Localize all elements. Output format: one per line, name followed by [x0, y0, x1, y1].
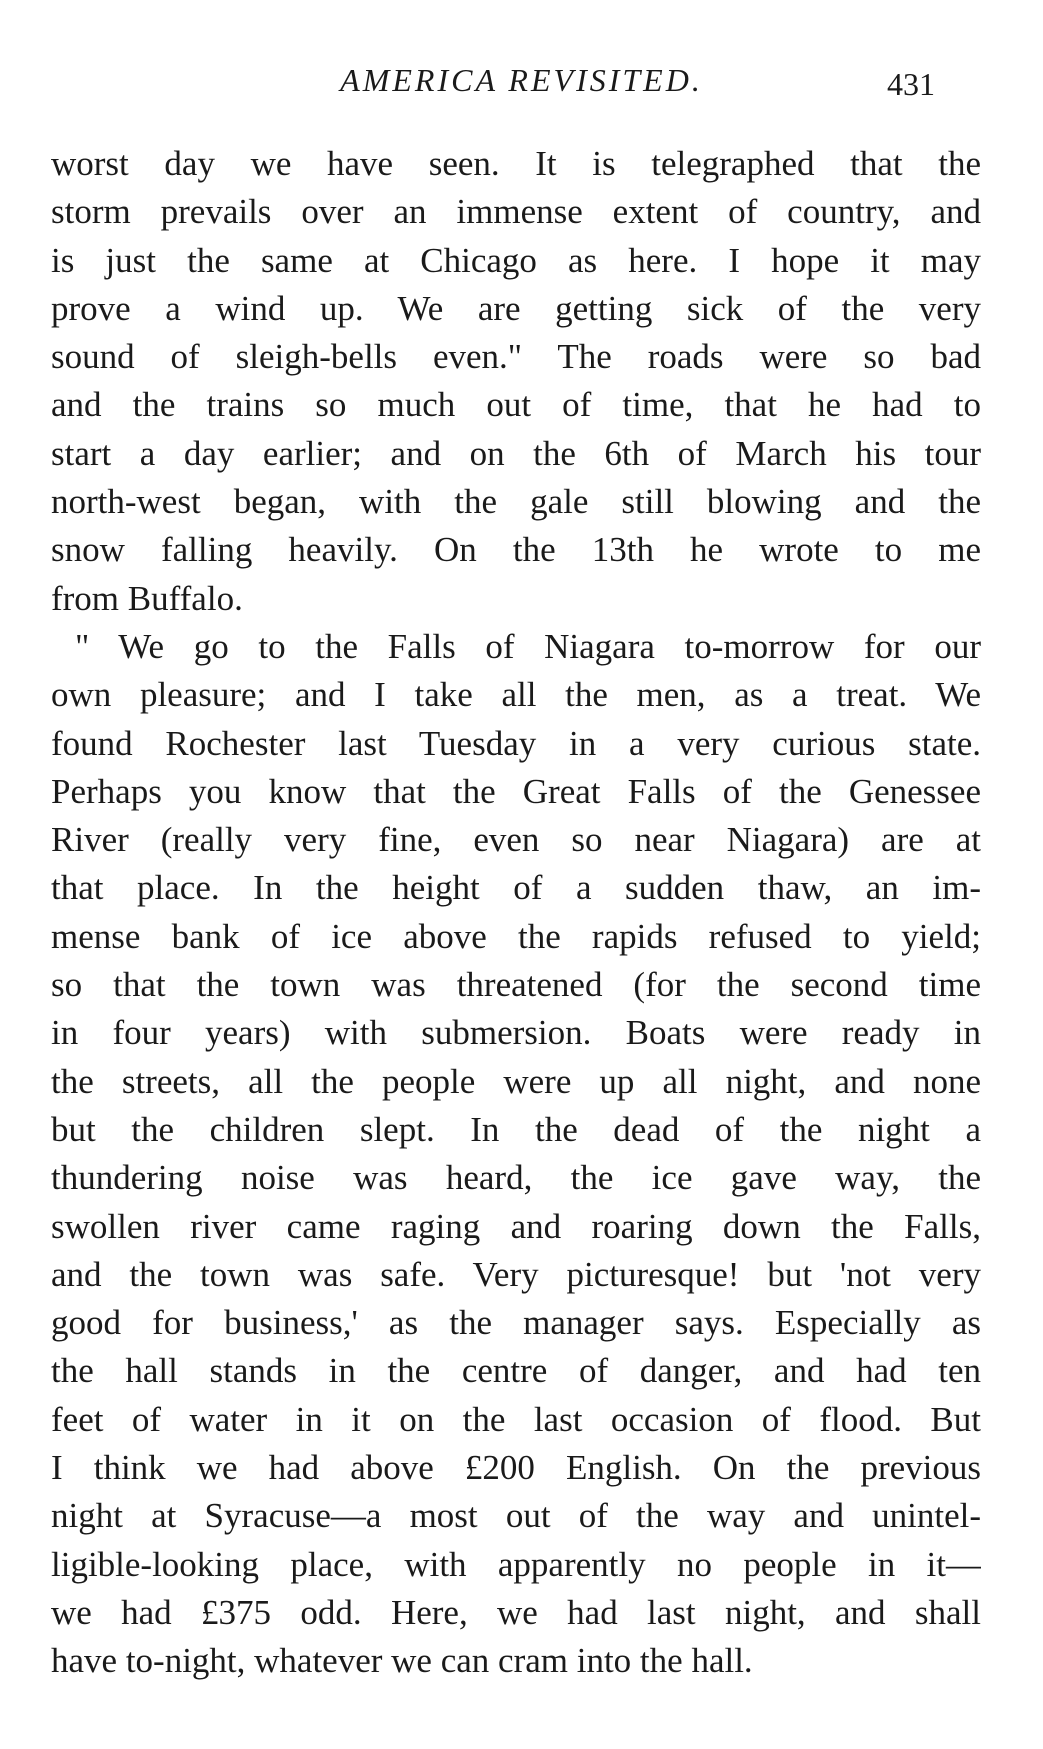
text-line: found Rochester last Tuesday in a very curious state.: [51, 723, 981, 763]
text-line: and the trains so much out of time, that he had to: [51, 385, 981, 425]
text-line: swollen river came raging and roaring down the Falls,: [51, 1206, 981, 1246]
body-text: [51, 140, 981, 1686]
text-line: the streets, all the people were up all night, and none: [51, 1061, 981, 1101]
text-line: in four years) with submersion. Boats were ready in: [51, 1013, 981, 1053]
text-line: from Buffalo.: [51, 578, 243, 618]
text-line: is just the same at Chicago as here. I hope it may: [51, 240, 981, 280]
text-line: have to-night, whatever we can cram into the hall.: [51, 1641, 753, 1681]
text-line: but the children slept. In the dead of the night a: [51, 1109, 981, 1149]
page-number: 431: [887, 66, 935, 102]
text-line: the hall stands in the centre of danger, and had ten: [51, 1351, 981, 1391]
text-line: start a day earlier; and on the 6th of March his tour: [51, 433, 981, 473]
text-line: snow falling heavily. On the 13th he wrote to me: [51, 530, 981, 570]
text-line: thundering noise was heard, the ice gave way, the: [51, 1158, 981, 1198]
text-line: that place. In the height of a sudden thaw, an im-: [51, 868, 981, 908]
running-title: AMERICA REVISITED.: [340, 62, 703, 98]
text-line: " We go to the Falls of Niagara to-morrow for our: [75, 626, 981, 666]
text-line: we had £375 odd. Here, we had last night, and shall: [51, 1592, 981, 1632]
text-line: feet of water in it on the last occasion of flood. But: [51, 1399, 981, 1439]
text-line: prove a wind up. We are getting sick of the very: [51, 288, 981, 328]
text-line: River (really very fine, even so near Niagara) are at: [51, 820, 981, 860]
text-line: north-west began, with the gale still blowing and the: [51, 482, 981, 522]
text-line: night at Syracuse—a most out of the way and unintel-: [51, 1496, 981, 1536]
text-line: good for business,' as the manager says. Especially as: [51, 1303, 981, 1343]
running-head: [0, 58, 1043, 102]
text-line: so that the town was threatened (for the second time: [51, 965, 981, 1005]
text-line: and the town was safe. Very picturesque! but 'not very: [51, 1254, 981, 1294]
text-line: I think we had above £200 English. On the previous: [51, 1448, 981, 1488]
text-line: ligible-looking place, with apparently no people in it—: [51, 1544, 981, 1584]
text-line: own pleasure; and I take all the men, as a treat. We: [51, 675, 981, 715]
text-line: worst day we have seen. It is telegraphed that the: [51, 144, 981, 183]
text-line: Perhaps you know that the Great Falls of the Genessee: [51, 771, 981, 811]
text-line: mense bank of ice above the rapids refused to yield;: [51, 916, 981, 956]
text-line: sound of sleigh-bells even." The roads were so bad: [51, 337, 981, 377]
text-line: storm prevails over an immense extent of country, and: [51, 192, 981, 232]
